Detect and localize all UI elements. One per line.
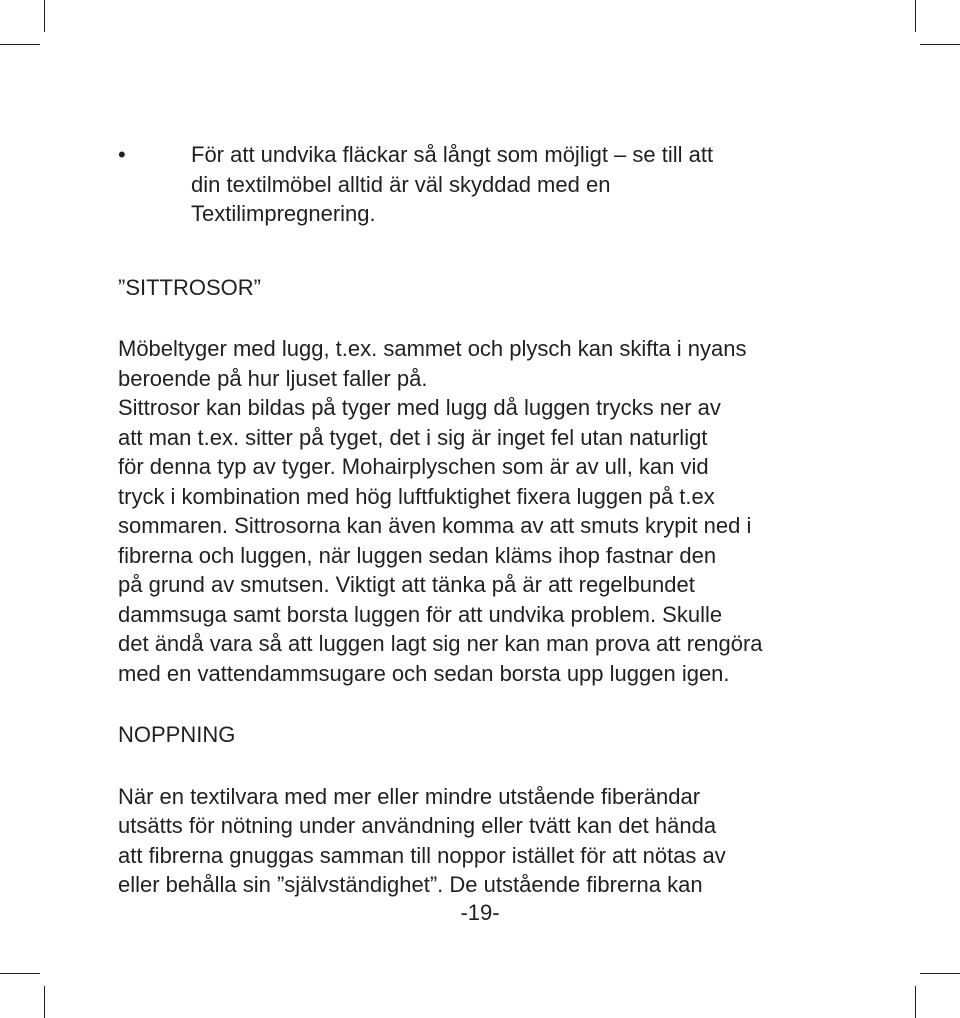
document-page [118,140,858,900]
section-heading-noppning: NOPPNING [118,722,236,747]
crop-mark-bottom-right-horizontal [920,973,960,974]
crop-mark-bottom-left-vertical [44,986,45,1018]
bullet-item [118,140,858,229]
crop-mark-top-left-horizontal [0,44,40,45]
bullet-text: För att undvika fläckar så långt som möjligt – se till att din textilmöbel alltid är väl skyddad med en Textilimpregnering. [191,142,714,226]
section-body-sittrosor: Möbeltyger med lugg, t.ex. sammet och plysch kan skifta i nyans beroende på hur ljuset faller på. Sittrosor kan bildas på tyger med lugg då luggen trycks ner av att man t.ex. sitter på tyget, det i sig är inget fel utan naturligt för denna typ av tyger. Mohairplyschen som är av ull, kan vid tryck i kombination med hög luftfuktighet fixera luggen på t.ex sommaren. Sittrosorna kan även komma av att smuts krypit ned i fibrerna och luggen, när luggen sedan kläms ihop fastnar den på grund av smutsen. Viktigt att tänka på är att regelbundet dammsuga samt borsta luggen för att undvika problem. Skulle det ändå vara så att luggen lagt sig ner kan man prova att rengöra med en vattendammsugare och sedan borsta upp luggen igen. [118,336,763,686]
crop-mark-bottom-right-vertical [915,986,916,1018]
crop-mark-bottom-left-horizontal [0,973,40,974]
section-body-noppning: När en textilvara med mer eller mindre utstående fiberändar utsätts för nötning under användning eller tvätt kan det hända att fibrerna gnuggas samman till noppor istället för att nötas av eller behålla sin ”självständighet”. De utstående fibrerna kan [118,783,726,897]
crop-mark-top-right-vertical [915,0,916,32]
bullet-marker: • [118,142,126,167]
section-heading-sittrosor: ”SITTROSOR” [118,274,261,300]
crop-mark-top-left-vertical [44,0,45,32]
page-number: -19- [460,900,500,925]
crop-mark-top-right-horizontal [920,44,960,45]
